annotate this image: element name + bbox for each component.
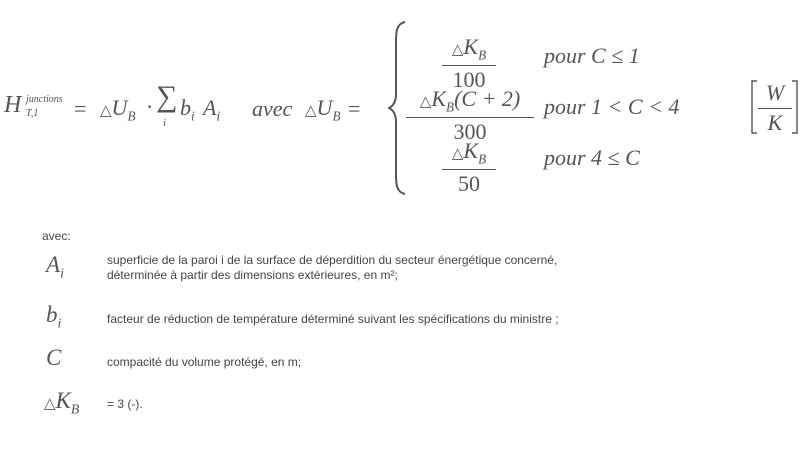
fraction-bar (442, 65, 496, 66)
formula-lhs (4, 92, 21, 119)
case3-denominator: 50 (458, 171, 480, 197)
a-symbol: A (203, 95, 217, 120)
unit-denominator: K (767, 110, 783, 135)
legend-symbol-kb (44, 388, 79, 418)
equals-sign-2: = (348, 96, 361, 121)
delta-triangle-icon: △ (451, 42, 464, 58)
delta-triangle-icon: △ (44, 396, 56, 412)
right-bracket-icon (791, 80, 799, 134)
a-subscript: i (216, 108, 221, 124)
dot-operator: · (146, 94, 154, 119)
legend-intro: avec: (42, 229, 71, 243)
b-subscript: i (57, 315, 62, 331)
k-subscript: B (70, 401, 80, 417)
left-brace-icon (388, 20, 408, 196)
k-symbol: K (463, 34, 479, 59)
case1-condition: pour C ≤ 1 (544, 43, 640, 68)
lhs-subscript: T,1 (26, 108, 39, 119)
u-symbol: U (316, 95, 333, 120)
left-bracket-icon (750, 80, 758, 134)
delta-triangle-icon: △ (451, 146, 464, 162)
case2-numerator-rest: (C + 2) (454, 86, 521, 111)
lhs-superscript: junctions (26, 94, 63, 105)
delta-triangle-icon: △ (419, 94, 432, 110)
k-subscript: B (478, 47, 487, 63)
legend-text-a-line2: déterminée à partir des dimensions extérieures, en m²; (107, 268, 398, 282)
legend-text-b: facteur de réduction de température déterminé suivant les spécifications du ministre ; (107, 312, 559, 326)
sum-index: i (163, 117, 167, 129)
k-symbol: K (431, 86, 446, 111)
legend-symbol-b (46, 302, 61, 332)
legend-text-kb: = 3 (-). (107, 397, 143, 411)
a-subscript: i (60, 265, 64, 281)
delta-triangle-icon: △ (100, 103, 112, 119)
delta-triangle-icon: △ (305, 103, 317, 119)
legend-text-c: compacité du volume protégé, en m; (107, 355, 302, 369)
unit-fraction (758, 80, 792, 136)
u-symbol: U (111, 95, 128, 120)
delta-u-term-2 (305, 95, 341, 124)
case3-condition: pour 4 ≤ C (544, 145, 640, 170)
k-symbol: K (463, 138, 479, 163)
legend-symbol-c: C (46, 345, 62, 370)
case1-fraction (442, 34, 496, 93)
b-symbol: b (180, 95, 191, 120)
fraction-bar (406, 117, 534, 118)
fraction-bar (442, 169, 496, 170)
case1-denominator: 100 (452, 67, 486, 93)
u-subscript: B (127, 108, 136, 124)
legend-symbol-a (46, 252, 64, 282)
legend-text-a-line1: superficie de la paroi i de la surface de déperdition du secteur énergétique concerné, (107, 253, 558, 267)
a-term (203, 95, 220, 124)
b-subscript: i (191, 108, 195, 124)
k-symbol: K (55, 388, 71, 413)
b-symbol: b (46, 302, 58, 327)
k-subscript: B (478, 151, 487, 167)
lhs-symbol: H (4, 92, 22, 118)
case3-fraction (442, 138, 496, 197)
fraction-bar (758, 108, 792, 109)
avec-word: avec (252, 96, 293, 121)
k-subscript: B (446, 99, 455, 115)
a-symbol: A (46, 252, 61, 277)
case2-denominator: 300 (453, 119, 487, 145)
case2-condition: pour 1 < C < 4 (544, 94, 680, 119)
unit-numerator: W (765, 80, 785, 105)
b-term (180, 95, 195, 124)
equals-sign-1: = (74, 96, 87, 121)
delta-u-term (100, 95, 136, 124)
sum-icon: ∑ (156, 80, 178, 113)
case2-fraction (406, 86, 534, 145)
u-subscript: B (332, 108, 341, 124)
